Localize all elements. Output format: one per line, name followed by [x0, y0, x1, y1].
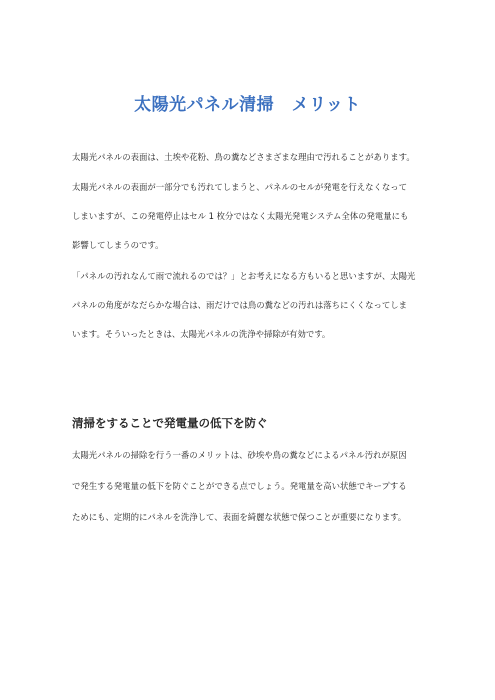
text-line: 太陽光パネルの掃除を行う一番のメリットは、砂埃や鳥の糞などによるパネル汚れが原因	[72, 450, 407, 460]
text-line: ためにも、定期的にパネルを洗浄して、表面を綺麗な状態で保つことが重要になります。	[72, 512, 407, 522]
text-line: 太陽光パネルの表面が一部分でも汚れてしまうと、パネルのセルが発電を行えなくなって	[72, 182, 407, 192]
intro-paragraph	[72, 271, 432, 339]
page-title: 太陽光パネル清掃 メリット	[134, 95, 361, 115]
text-line: います。そういったときは、太陽光パネルの洗浄や掃除が有効です。	[72, 329, 331, 339]
text-line: しまいますが、この発電停止はセル 1 枚分ではなく太陽光発電システム全体の発電量にも	[72, 211, 409, 221]
text-line: 太陽光パネルの表面は、土埃や花粉、鳥の糞などさまざまな理由で汚れることがあります。	[72, 152, 415, 162]
text-line: 影響してしまうのです。	[72, 240, 164, 250]
text-line: 「パネルの汚れなんて雨で流れるのでは？」とお考えになる方もいると思いますが、太陽光	[72, 271, 416, 281]
intro-paragraph	[72, 152, 432, 162]
section-paragraph	[72, 450, 432, 522]
intro-paragraph	[72, 182, 432, 250]
section-heading: 清掃をすることで発電量の低下を防ぐ	[72, 416, 268, 430]
text-line: パネルの角度がなだらかな場合は、雨だけでは鳥の糞などの汚れは落ちにくくなってしま	[72, 300, 407, 310]
text-line: で発生する発電量の低下を防ぐことができる点でしょう。発電量を高い状態でキープする	[72, 481, 407, 491]
